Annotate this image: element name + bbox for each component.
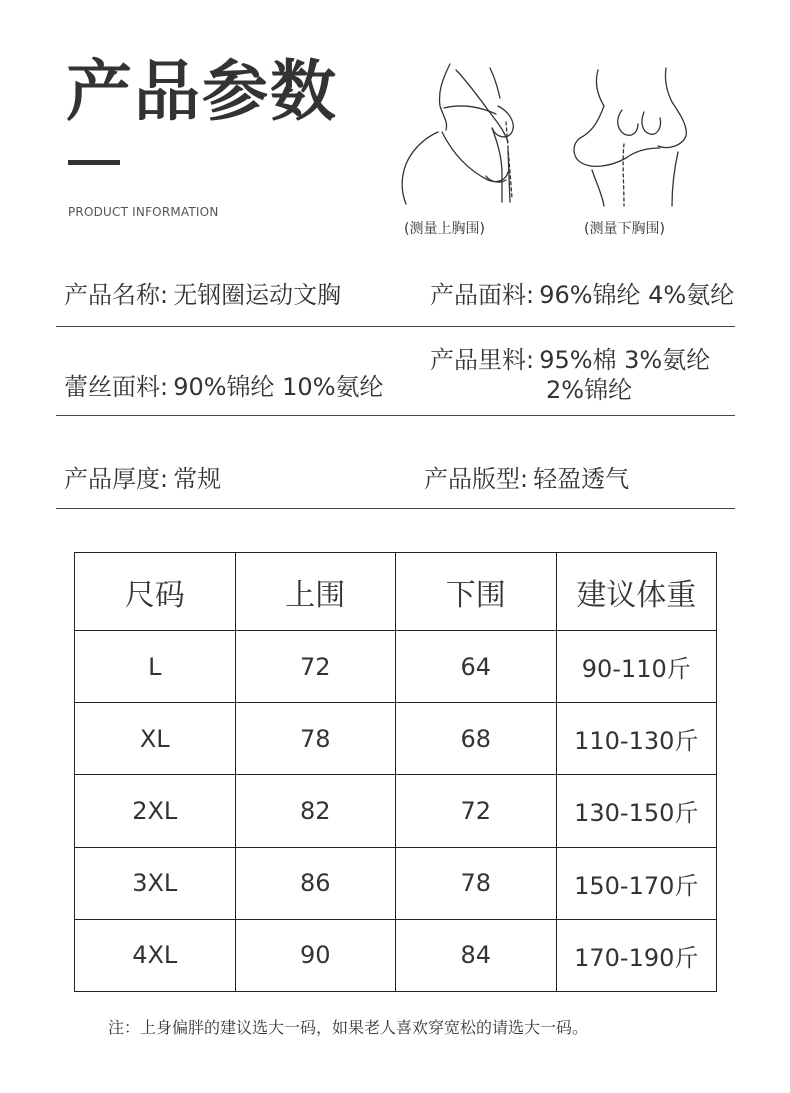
cell-lower: 78 xyxy=(396,847,557,919)
spec-fit xyxy=(424,464,629,494)
title-underline xyxy=(68,160,120,165)
cell-lower: 68 xyxy=(396,703,557,775)
table-header-row xyxy=(75,553,717,631)
spec-value: 无钢圈运动文胸 xyxy=(173,281,342,309)
spec-label: 产品版型: xyxy=(424,465,529,493)
cell-weight: 110-130斤 xyxy=(556,703,717,775)
spec-label: 产品名称: xyxy=(64,281,169,309)
spec-value: 96%锦纶 4%氨纶 xyxy=(539,281,735,309)
spec-value: 90%锦纶 10%氨纶 xyxy=(173,373,384,401)
spec-lining-continued xyxy=(546,375,632,405)
cell-size: 3XL xyxy=(75,847,236,919)
cell-size: XL xyxy=(75,703,236,775)
cell-upper: 90 xyxy=(235,919,396,991)
divider xyxy=(56,415,735,416)
divider xyxy=(56,326,735,327)
spec-fabric xyxy=(430,280,734,310)
spec-lining xyxy=(430,345,710,375)
lower-chest-caption: (测量下胸围) xyxy=(584,221,665,237)
cell-size: L xyxy=(75,631,236,703)
cell-lower: 84 xyxy=(396,919,557,991)
cell-size: 2XL xyxy=(75,775,236,847)
cell-upper: 72 xyxy=(235,631,396,703)
spec-label: 蕾丝面料: xyxy=(64,373,169,401)
spec-label: 产品面料: xyxy=(430,281,535,309)
table-row xyxy=(75,775,717,847)
cell-upper: 86 xyxy=(235,847,396,919)
spec-thickness xyxy=(64,464,221,494)
header-upper-chest: 上围 xyxy=(235,553,396,631)
cell-weight: 170-190斤 xyxy=(556,919,717,991)
header-lower-chest: 下围 xyxy=(396,553,557,631)
table-row xyxy=(75,847,717,919)
table-row xyxy=(75,919,717,991)
cell-upper: 82 xyxy=(235,775,396,847)
spec-lace xyxy=(64,372,384,402)
cell-size: 4XL xyxy=(75,919,236,991)
spec-value: 2%锦纶 xyxy=(546,376,633,404)
header-size: 尺码 xyxy=(75,553,236,631)
cell-weight: 150-170斤 xyxy=(556,847,717,919)
spec-label: 产品厚度: xyxy=(64,465,169,493)
measure-upper-chest-illustration xyxy=(398,62,528,207)
header-suggested-weight: 建议体重 xyxy=(556,553,717,631)
size-table xyxy=(74,552,717,992)
page-subtitle: PRODUCT INFORMATION xyxy=(68,205,219,219)
page-title: 产品参数 xyxy=(66,53,338,130)
cell-upper: 78 xyxy=(235,703,396,775)
cell-lower: 72 xyxy=(396,775,557,847)
table-row xyxy=(75,703,717,775)
cell-weight: 90-110斤 xyxy=(556,631,717,703)
spec-value: 轻盈透气 xyxy=(533,465,630,493)
table-row xyxy=(75,631,717,703)
cell-weight: 130-150斤 xyxy=(556,775,717,847)
measure-lower-chest-illustration xyxy=(568,66,698,211)
upper-chest-caption: (测量上胸围) xyxy=(404,221,485,237)
spec-label: 产品里料: xyxy=(430,346,535,374)
spec-value: 常规 xyxy=(173,465,222,493)
divider xyxy=(56,508,735,509)
spec-product-name xyxy=(64,280,341,310)
spec-value: 95%棉 3%氨纶 xyxy=(539,346,711,374)
cell-lower: 64 xyxy=(396,631,557,703)
size-note: 注：上身偏胖的建议选大一码，如果老人喜欢穿宽松的请选大一码。 xyxy=(108,1018,589,1037)
